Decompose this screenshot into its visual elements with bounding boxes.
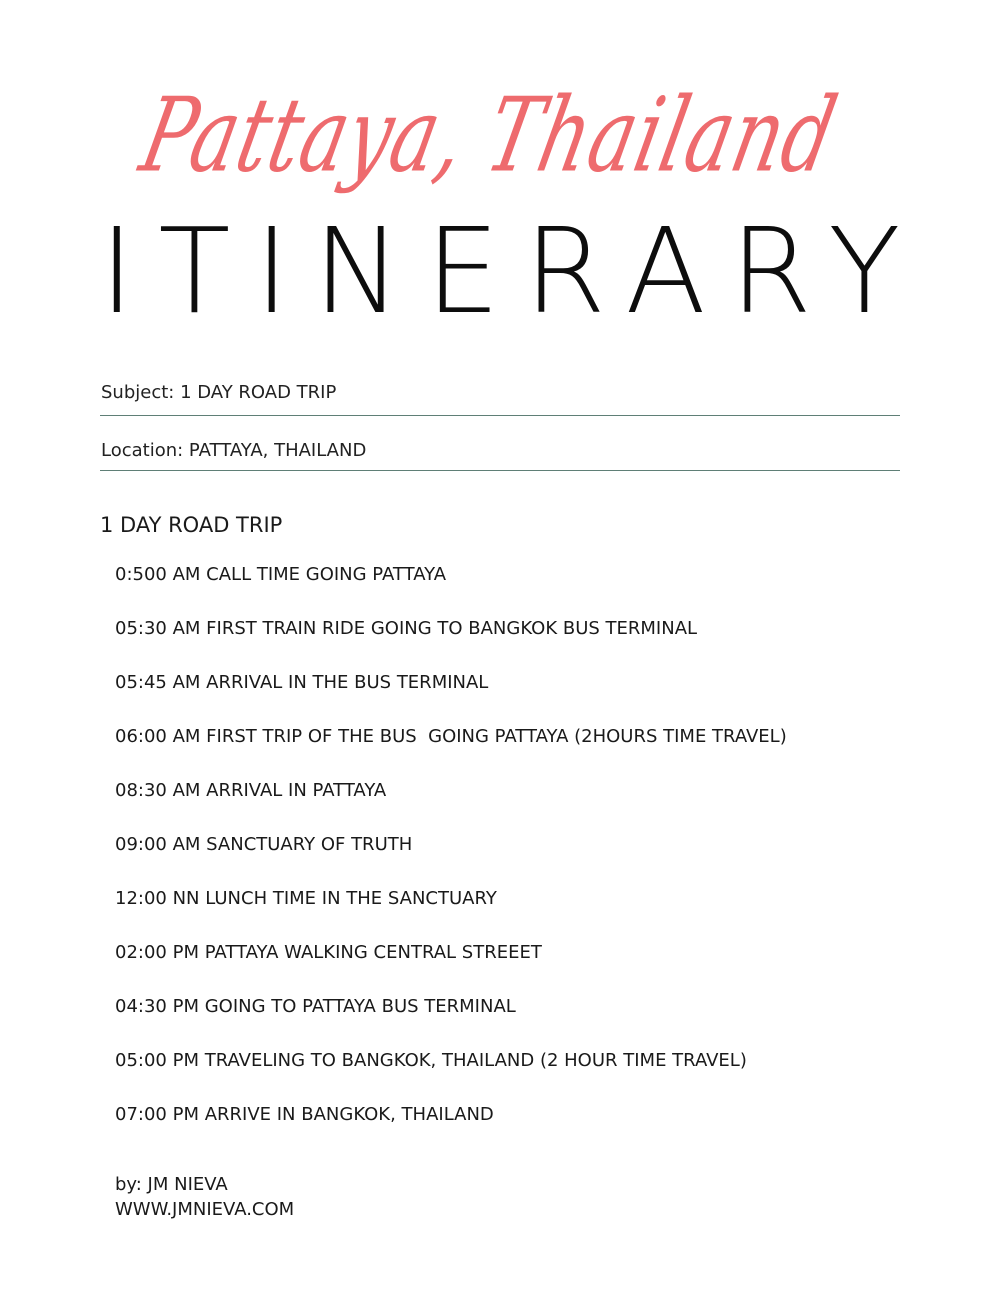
schedule-item: 0:500 AM CALL TIME GOING PATTAYA — [115, 564, 447, 585]
schedule-item: 05:30 AM FIRST TRAIN RIDE GOING TO BANGKOK BUS TERMINAL — [115, 618, 698, 639]
schedule-item: 09:00 AM SANCTUARY OF TRUTH — [115, 834, 413, 855]
schedule-list — [115, 564, 787, 1158]
subject-field: Subject: 1 DAY ROAD TRIP — [101, 382, 337, 403]
schedule-item: 05:45 AM ARRIVAL IN THE BUS TERMINAL — [115, 672, 489, 693]
schedule-item: 02:00 PM PATTAYA WALKING CENTRAL STREEET — [115, 942, 542, 963]
location-divider — [100, 470, 900, 471]
section-heading: 1 DAY ROAD TRIP — [100, 513, 283, 537]
script-title: Pattaya, Thailand — [131, 74, 847, 195]
subject-divider — [100, 415, 900, 416]
schedule-item: 07:00 PM ARRIVE IN BANGKOK, THAILAND — [115, 1104, 494, 1125]
footer — [115, 1172, 294, 1222]
author-credit: by: JM NIEVA — [115, 1174, 228, 1195]
schedule-item: 08:30 AM ARRIVAL IN PATTAYA — [115, 780, 387, 801]
main-title: ITINERARY — [99, 202, 925, 340]
location-field: Location: PATTAYA, THAILAND — [101, 440, 367, 461]
schedule-item: 05:00 PM TRAVELING TO BANGKOK, THAILAND (2 HOUR TIME TRAVEL) — [115, 1050, 747, 1071]
schedule-item: 12:00 NN LUNCH TIME IN THE SANCTUARY — [115, 888, 497, 909]
website-text: WWW.JMNIEVA.COM — [115, 1199, 295, 1220]
schedule-item: 04:30 PM GOING TO PATTAYA BUS TERMINAL — [115, 996, 516, 1017]
schedule-item: 06:00 AM FIRST TRIP OF THE BUS GOING PATTAYA (2HOURS TIME TRAVEL) — [115, 726, 787, 747]
